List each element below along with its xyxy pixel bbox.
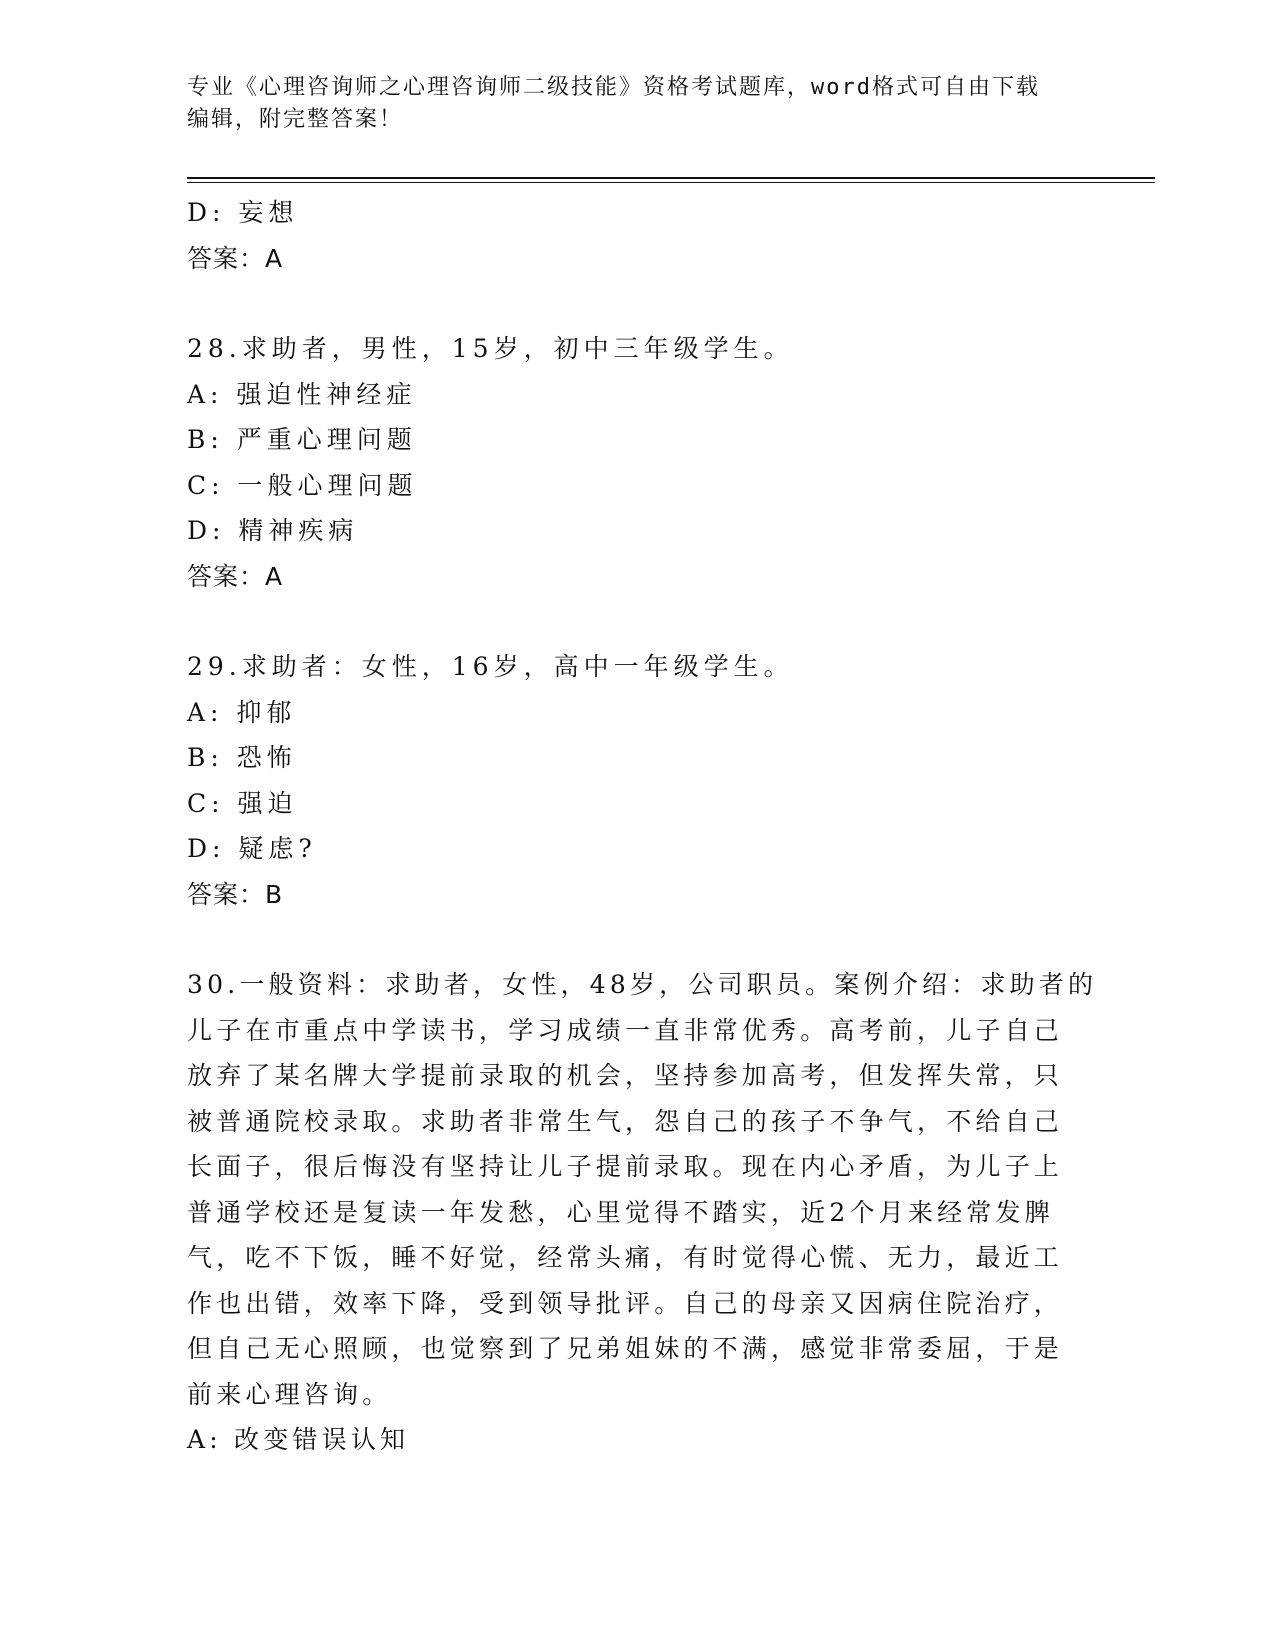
header-divider-thin bbox=[187, 182, 1155, 183]
question-stem-line: 长面子，很后悔没有坚持让儿子提前录取。现在内心矛盾，为儿子上 bbox=[187, 1152, 1064, 1181]
question-stem-line: 前来心理咨询。 bbox=[187, 1379, 392, 1409]
option-d: D: 精神疾病 bbox=[187, 516, 359, 545]
option-a: A: 改变错误认知 bbox=[187, 1425, 410, 1454]
option-b: B: 恐怖 bbox=[187, 743, 297, 772]
question-list bbox=[187, 190, 1098, 1463]
question-stem-line: 儿子在市重点中学读书，学习成绩一直非常优秀。高考前，儿子自己 bbox=[187, 1015, 1064, 1045]
document-header bbox=[187, 72, 1067, 136]
question-stem-line: 气，吃不下饭，睡不好觉，经常头痛，有时觉得心慌、无力，最近工 bbox=[187, 1243, 1064, 1272]
question-stem: 28.求助者，男性，15岁，初中三年级学生。 bbox=[187, 334, 794, 363]
question-stem-line: 普通学校还是复读一年发愁，心里觉得不踏实，近2个月来经常发脾 bbox=[187, 1197, 1054, 1227]
header-line-2: 编辑，附完整答案！ bbox=[187, 107, 404, 132]
header-divider-thick bbox=[187, 177, 1155, 179]
question-29 bbox=[187, 644, 1087, 917]
question-stem-line: 但自己无心照顾，也觉察到了兄弟姐妹的不满，感觉非常委屈，于是 bbox=[187, 1334, 1064, 1363]
option-a: A: 强迫性神经症 bbox=[187, 379, 417, 409]
answer: 答案：B bbox=[187, 879, 284, 909]
option-a: A: 抑郁 bbox=[187, 697, 297, 727]
prev-option-d: D: 妄想 bbox=[187, 198, 299, 227]
option-b: B: 严重心理问题 bbox=[187, 425, 417, 454]
question-28 bbox=[187, 326, 1087, 599]
question-30 bbox=[187, 962, 1098, 1463]
question-stem-line: 30.一般资料：求助者，女性，48岁，公司职员。案例介绍：求助者的 bbox=[187, 970, 1098, 999]
question-stem-line: 作也出错，效率下降，受到领导批评。自己的母亲又因病住院治疗， bbox=[187, 1288, 1064, 1318]
question-stem-line: 放弃了某名牌大学提前录取的机会，坚持参加高考，但发挥失常，只 bbox=[187, 1061, 1064, 1090]
option-d: D: 疑虑? bbox=[187, 834, 317, 863]
option-c: C: 一般心理问题 bbox=[187, 470, 418, 500]
question-stem: 29.求助者：女性，16岁，高中一年级学生。 bbox=[187, 652, 794, 681]
header-line-1: 专业《心理咨询师之心理咨询师二级技能》资格考试题库，word格式可自由下载 bbox=[187, 75, 1040, 100]
option-c: C: 强迫 bbox=[187, 788, 298, 818]
answer: 答案：A bbox=[187, 561, 284, 591]
question-stem-line: 被普通院校录取。求助者非常生气，怨自己的孩子不争气，不给自己 bbox=[187, 1106, 1064, 1136]
prev-answer: 答案：A bbox=[187, 243, 284, 273]
